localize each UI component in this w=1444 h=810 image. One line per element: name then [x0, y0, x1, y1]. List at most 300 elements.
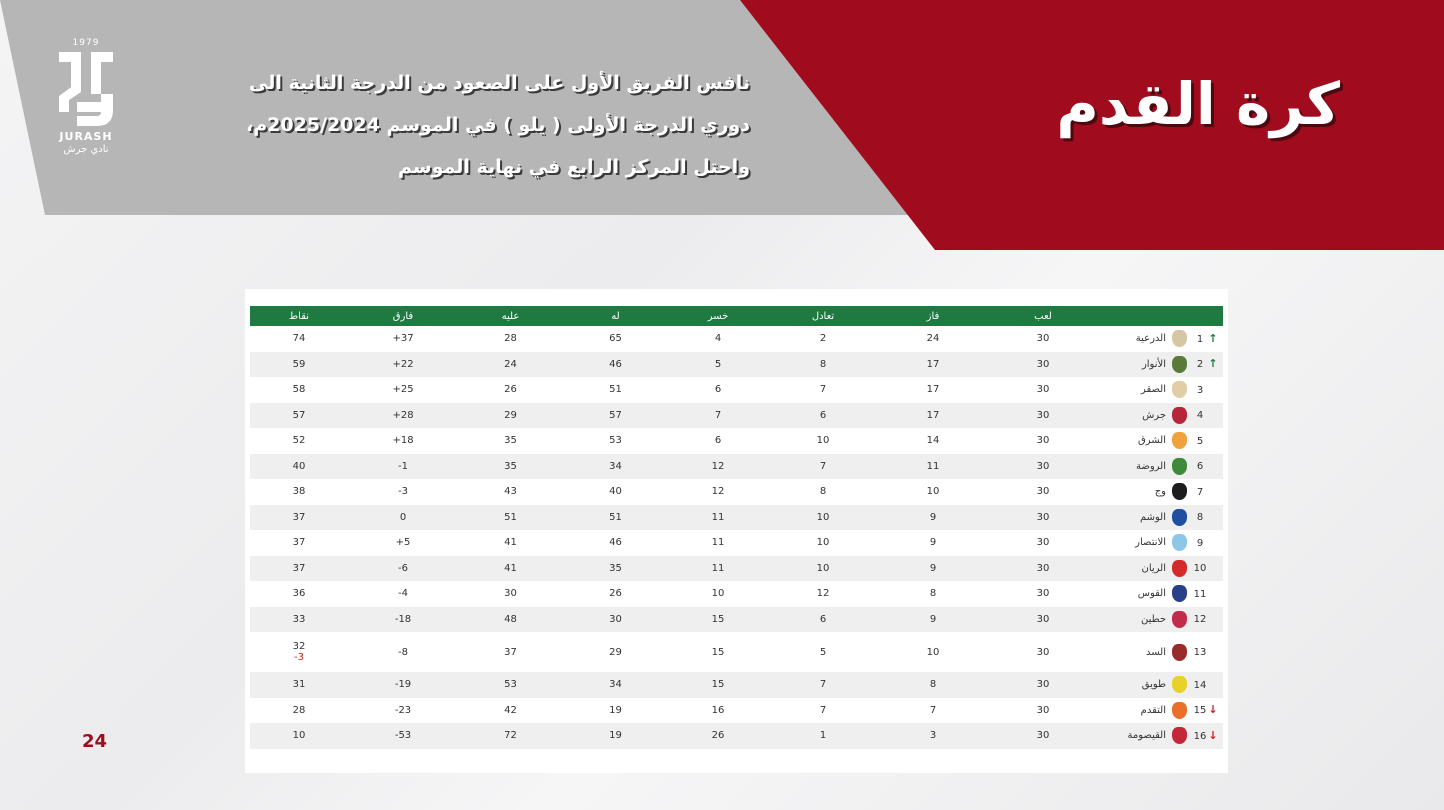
- intro-line-3: واحتل المركز الرابع في نهاية الموسم: [398, 156, 750, 178]
- rank-number: 4: [1196, 410, 1204, 422]
- won-value: 17: [926, 409, 940, 421]
- diff-value: 18-: [394, 613, 412, 625]
- points-value: 10: [292, 730, 306, 742]
- lost-value: 4: [714, 333, 722, 345]
- for-value: 34: [609, 460, 622, 472]
- cell-lost: [668, 326, 768, 352]
- team-name: حطين: [1140, 613, 1166, 625]
- against-value: 41: [504, 537, 517, 549]
- played-value: 30: [1036, 333, 1050, 345]
- team-cell: [1098, 403, 1223, 429]
- team-crest-icon: [1172, 381, 1187, 398]
- cell-against: [458, 326, 563, 352]
- table-row: [250, 505, 1223, 531]
- cell-points: [250, 428, 348, 454]
- table-row: [250, 607, 1223, 633]
- logo-year: 1979: [72, 38, 100, 48]
- team-crest-icon: [1172, 534, 1187, 551]
- against-value: 48: [504, 613, 517, 625]
- cell-lost: [668, 556, 768, 582]
- for-value: 30: [609, 613, 622, 625]
- points-value: 74: [292, 333, 306, 345]
- table-row: [250, 723, 1223, 749]
- diff-value: 8-: [398, 646, 408, 658]
- against-value: 37: [504, 646, 517, 658]
- team-crest-icon: [1172, 611, 1187, 628]
- team-cell: [1098, 377, 1223, 403]
- cell-lost: [668, 607, 768, 633]
- cell-lost: [668, 698, 768, 724]
- cell-diff: [348, 479, 458, 505]
- cell-for: [563, 403, 668, 429]
- header-goal-diff: فارق: [392, 310, 414, 322]
- arrow-up-icon: ↑: [1208, 357, 1218, 371]
- cell-drawn: [768, 556, 878, 582]
- played-value: 30: [1036, 486, 1050, 498]
- table-row: [250, 556, 1223, 582]
- team-cell: [1098, 556, 1223, 582]
- cell-drawn: [768, 428, 878, 454]
- won-value: 17: [926, 384, 940, 396]
- cell-drawn: [768, 352, 878, 378]
- header-won: فاز: [926, 310, 940, 322]
- standings-table: [250, 306, 1223, 749]
- intro-line-1: نافس الفريق الأول على الصعود من الدرجة الثانية الى: [248, 72, 750, 94]
- team-name: الروضة: [1135, 460, 1166, 472]
- drawn-value: 10: [816, 537, 830, 549]
- team-name: الوشم: [1139, 511, 1166, 523]
- cell-won: [878, 607, 988, 633]
- table-row: [250, 530, 1223, 556]
- cell-drawn: [768, 632, 878, 672]
- header-goals-against: عليه: [501, 310, 520, 322]
- cell-won: [878, 454, 988, 480]
- against-value: 30: [504, 588, 517, 600]
- diff-value: 18+: [392, 435, 414, 447]
- diff-value: 4-: [398, 588, 408, 600]
- won-value: 9: [929, 537, 937, 549]
- diff-value: 22+: [392, 358, 414, 370]
- cell-diff: [348, 377, 458, 403]
- team-cell: [1098, 326, 1223, 352]
- points-value: 36: [292, 588, 306, 600]
- standings-card: [245, 289, 1228, 773]
- drawn-value: 10: [816, 511, 830, 523]
- cell-lost: [668, 403, 768, 429]
- played-value: 30: [1036, 460, 1050, 472]
- played-value: 30: [1036, 358, 1050, 370]
- arrow-down-icon: ↓: [1208, 728, 1218, 742]
- intro-line-2: دوري الدرجة الأولى ( يلو ) في الموسم 2025/2024م،: [245, 114, 750, 136]
- team-name: الانتصار: [1135, 537, 1166, 549]
- cell-lost: [668, 723, 768, 749]
- logo-name-en: JURASH: [59, 130, 113, 143]
- rank-number: 7: [1196, 486, 1204, 498]
- team-crest-icon: [1172, 407, 1187, 424]
- played-value: 30: [1036, 730, 1050, 742]
- team-cell: [1098, 723, 1223, 749]
- cell-diff: [348, 723, 458, 749]
- played-value: 30: [1036, 704, 1050, 716]
- cell-against: [458, 428, 563, 454]
- cell-lost: [668, 581, 768, 607]
- drawn-value: 5: [819, 646, 827, 658]
- cell-points: [250, 505, 348, 531]
- arrow-down-icon: ↓: [1208, 703, 1218, 717]
- for-value: 46: [609, 358, 622, 370]
- cell-against: [458, 530, 563, 556]
- played-value: 30: [1036, 679, 1050, 691]
- played-value: 30: [1036, 646, 1050, 658]
- cell-against: [458, 723, 563, 749]
- played-value: 30: [1036, 537, 1050, 549]
- team-crest-icon: [1172, 676, 1187, 693]
- cell-won: [878, 556, 988, 582]
- cell-against: [458, 581, 563, 607]
- cell-points: [250, 632, 348, 672]
- rank-number: 6: [1196, 461, 1204, 473]
- cell-drawn: [768, 505, 878, 531]
- won-value: 11: [926, 460, 940, 472]
- lost-value: 12: [711, 486, 725, 498]
- for-value: 53: [609, 435, 622, 447]
- against-value: 35: [504, 435, 517, 447]
- won-value: 7: [929, 704, 937, 716]
- rank-number: 12: [1193, 614, 1207, 626]
- page-number: 24: [82, 731, 108, 752]
- cell-for: [563, 352, 668, 378]
- header-played: لعب: [1034, 310, 1052, 322]
- cell-points: [250, 377, 348, 403]
- points-value: 58: [292, 384, 306, 396]
- cell-for: [563, 505, 668, 531]
- for-value: 46: [609, 537, 622, 549]
- points-value: 37: [292, 537, 306, 549]
- cell-points: [250, 454, 348, 480]
- team-name: السد: [1146, 646, 1166, 658]
- cell-played: [988, 377, 1098, 403]
- cell-lost: [668, 454, 768, 480]
- diff-value: 28+: [392, 409, 414, 421]
- cell-diff: [348, 581, 458, 607]
- points-penalty: 3-: [294, 652, 304, 663]
- won-value: 10: [926, 486, 940, 498]
- cell-played: [988, 607, 1098, 633]
- cell-diff: [348, 530, 458, 556]
- lost-value: 11: [711, 562, 725, 574]
- cell-lost: [668, 428, 768, 454]
- won-value: 8: [929, 679, 937, 691]
- lost-value: 12: [711, 460, 725, 472]
- cell-won: [878, 479, 988, 505]
- table-row: [250, 632, 1223, 672]
- lost-value: 6: [714, 435, 722, 447]
- played-value: 30: [1036, 511, 1050, 523]
- team-cell: [1098, 632, 1223, 672]
- team-name: القوس: [1137, 588, 1166, 600]
- lost-value: 10: [711, 588, 725, 600]
- against-value: 53: [504, 679, 517, 691]
- arrow-up-icon: ↑: [1208, 331, 1218, 345]
- table-row: [250, 352, 1223, 378]
- rank-number: 15: [1193, 705, 1207, 717]
- against-value: 24: [504, 358, 517, 370]
- header-team: [1098, 306, 1223, 326]
- won-value: 24: [926, 333, 940, 345]
- drawn-value: 6: [819, 613, 827, 625]
- cell-drawn: [768, 326, 878, 352]
- cell-diff: [348, 505, 458, 531]
- cell-for: [563, 632, 668, 672]
- cell-against: [458, 632, 563, 672]
- header-drawn: تعادل: [811, 310, 835, 322]
- rank-number: 5: [1196, 435, 1204, 447]
- cell-points: [250, 672, 348, 698]
- team-cell: [1098, 428, 1223, 454]
- team-crest-icon: [1172, 458, 1187, 475]
- cell-won: [878, 723, 988, 749]
- cell-won: [878, 672, 988, 698]
- cell-won: [878, 377, 988, 403]
- for-value: 34: [609, 679, 622, 691]
- cell-points: [250, 556, 348, 582]
- lost-value: 26: [711, 730, 725, 742]
- team-name: القيصومة: [1127, 730, 1166, 742]
- for-value: 19: [609, 730, 622, 742]
- points-value: 37: [292, 562, 306, 574]
- team-cell: [1098, 581, 1223, 607]
- lost-value: 15: [711, 679, 725, 691]
- cell-played: [988, 428, 1098, 454]
- lost-value: 11: [711, 511, 725, 523]
- drawn-value: 7: [819, 384, 827, 396]
- club-logo: [56, 38, 116, 163]
- cell-against: [458, 505, 563, 531]
- rank-number: 13: [1193, 647, 1207, 658]
- team-cell: [1098, 672, 1223, 698]
- cell-lost: [668, 352, 768, 378]
- drawn-value: 6: [819, 409, 827, 421]
- cell-won: [878, 403, 988, 429]
- cell-lost: [668, 479, 768, 505]
- cell-for: [563, 428, 668, 454]
- cell-against: [458, 352, 563, 378]
- team-crest-icon: [1172, 356, 1187, 373]
- team-name: الريان: [1141, 562, 1166, 574]
- diff-value: 25+: [392, 384, 414, 396]
- cell-diff: [348, 403, 458, 429]
- rank-number: 9: [1196, 537, 1204, 549]
- cell-drawn: [768, 723, 878, 749]
- played-value: 30: [1036, 613, 1050, 625]
- cell-for: [563, 698, 668, 724]
- table-row: [250, 454, 1223, 480]
- won-value: 9: [929, 511, 937, 523]
- diff-value: 1-: [398, 460, 408, 472]
- cell-played: [988, 505, 1098, 531]
- points-value: 38: [292, 486, 306, 498]
- cell-for: [563, 479, 668, 505]
- cell-lost: [668, 505, 768, 531]
- cell-drawn: [768, 530, 878, 556]
- team-name: الأنوار: [1141, 358, 1166, 370]
- cell-played: [988, 556, 1098, 582]
- for-value: 40: [609, 486, 622, 498]
- rank-number: 11: [1193, 588, 1207, 600]
- cell-played: [988, 672, 1098, 698]
- cell-points: [250, 581, 348, 607]
- won-value: 14: [926, 435, 940, 447]
- lost-value: 16: [711, 704, 725, 716]
- for-value: 35: [609, 562, 622, 574]
- team-name: وج: [1154, 486, 1166, 498]
- table-header-row: [250, 306, 1223, 326]
- cell-for: [563, 377, 668, 403]
- cell-points: [250, 326, 348, 352]
- cell-played: [988, 723, 1098, 749]
- cell-played: [988, 326, 1098, 352]
- against-value: 43: [504, 486, 517, 498]
- points-value: 37: [292, 511, 306, 523]
- header-points: نقاط: [288, 310, 310, 322]
- cell-drawn: [768, 377, 878, 403]
- cell-diff: [348, 352, 458, 378]
- diff-value: 6-: [398, 562, 408, 574]
- cell-points: [250, 479, 348, 505]
- against-value: 26: [504, 384, 517, 396]
- cell-against: [458, 556, 563, 582]
- drawn-value: 10: [816, 435, 830, 447]
- rank-number: 8: [1196, 512, 1204, 524]
- won-value: 17: [926, 358, 940, 370]
- cell-drawn: [768, 479, 878, 505]
- won-value: 3: [929, 730, 937, 742]
- rank-number: 3: [1196, 384, 1204, 396]
- cell-won: [878, 326, 988, 352]
- cell-won: [878, 352, 988, 378]
- page-title: كرة القدم: [1056, 70, 1340, 138]
- diff-value: 53-: [394, 730, 412, 742]
- team-name: الصقر: [1140, 384, 1166, 396]
- team-cell: [1098, 505, 1223, 531]
- team-cell: [1098, 607, 1223, 633]
- points-value: 31: [292, 679, 306, 691]
- cell-lost: [668, 530, 768, 556]
- points-value: 33: [292, 613, 306, 625]
- cell-diff: [348, 607, 458, 633]
- for-value: 57: [609, 409, 622, 421]
- cell-diff: [348, 672, 458, 698]
- logo-name-ar: نادي جرش: [63, 144, 109, 155]
- cell-drawn: [768, 698, 878, 724]
- drawn-value: 10: [816, 562, 830, 574]
- for-value: 65: [609, 333, 622, 345]
- cell-won: [878, 505, 988, 531]
- played-value: 30: [1036, 435, 1050, 447]
- points-value: 40: [292, 460, 306, 472]
- won-value: 8: [929, 588, 937, 600]
- cell-played: [988, 632, 1098, 672]
- cell-for: [563, 530, 668, 556]
- cell-diff: [348, 428, 458, 454]
- won-value: 9: [929, 613, 937, 625]
- cell-against: [458, 672, 563, 698]
- table-row: [250, 403, 1223, 429]
- lost-value: 15: [711, 613, 725, 625]
- cell-diff: [348, 632, 458, 672]
- drawn-value: 7: [819, 679, 827, 691]
- lost-value: 15: [711, 646, 725, 658]
- cell-for: [563, 607, 668, 633]
- team-crest-icon: [1172, 483, 1187, 500]
- cell-drawn: [768, 672, 878, 698]
- table-row: [250, 326, 1223, 352]
- against-value: 51: [504, 511, 517, 523]
- lost-value: 7: [714, 409, 722, 421]
- lost-value: 11: [711, 537, 725, 549]
- cell-against: [458, 479, 563, 505]
- team-name: الدرعية: [1135, 333, 1166, 345]
- won-value: 10: [926, 646, 940, 658]
- cell-points: [250, 403, 348, 429]
- cell-played: [988, 479, 1098, 505]
- team-cell: [1098, 530, 1223, 556]
- drawn-value: 12: [816, 588, 830, 600]
- against-value: 42: [504, 704, 517, 716]
- cell-drawn: [768, 581, 878, 607]
- cell-for: [563, 723, 668, 749]
- jurash-emblem-icon: [57, 50, 115, 128]
- team-crest-icon: [1172, 432, 1187, 449]
- diff-value: 19-: [394, 679, 412, 691]
- against-value: 72: [504, 730, 517, 742]
- rank-number: 16: [1193, 730, 1207, 742]
- cell-points: [250, 698, 348, 724]
- against-value: 35: [504, 460, 517, 472]
- for-value: 51: [609, 384, 622, 396]
- against-value: 29: [504, 409, 517, 421]
- cell-played: [988, 454, 1098, 480]
- team-cell: [1098, 479, 1223, 505]
- table-row: [250, 428, 1223, 454]
- cell-won: [878, 632, 988, 672]
- table-row: [250, 672, 1223, 698]
- diff-value: 37+: [392, 333, 414, 345]
- cell-played: [988, 581, 1098, 607]
- cell-won: [878, 581, 988, 607]
- cell-played: [988, 698, 1098, 724]
- cell-diff: [348, 454, 458, 480]
- cell-against: [458, 454, 563, 480]
- table-row: [250, 377, 1223, 403]
- team-cell: [1098, 454, 1223, 480]
- cell-points: [250, 352, 348, 378]
- table-row: [250, 479, 1223, 505]
- against-value: 41: [504, 562, 517, 574]
- cell-against: [458, 698, 563, 724]
- cell-drawn: [768, 403, 878, 429]
- lost-value: 6: [714, 384, 722, 396]
- drawn-value: 2: [819, 333, 827, 345]
- for-value: 19: [609, 704, 622, 716]
- diff-value: 5+: [395, 537, 411, 549]
- rank-number: 10: [1193, 563, 1207, 575]
- header-goals-for: له: [611, 310, 620, 322]
- cell-points: [250, 607, 348, 633]
- team-name: طويق: [1141, 679, 1166, 691]
- cell-played: [988, 530, 1098, 556]
- diff-value: 3-: [398, 486, 408, 498]
